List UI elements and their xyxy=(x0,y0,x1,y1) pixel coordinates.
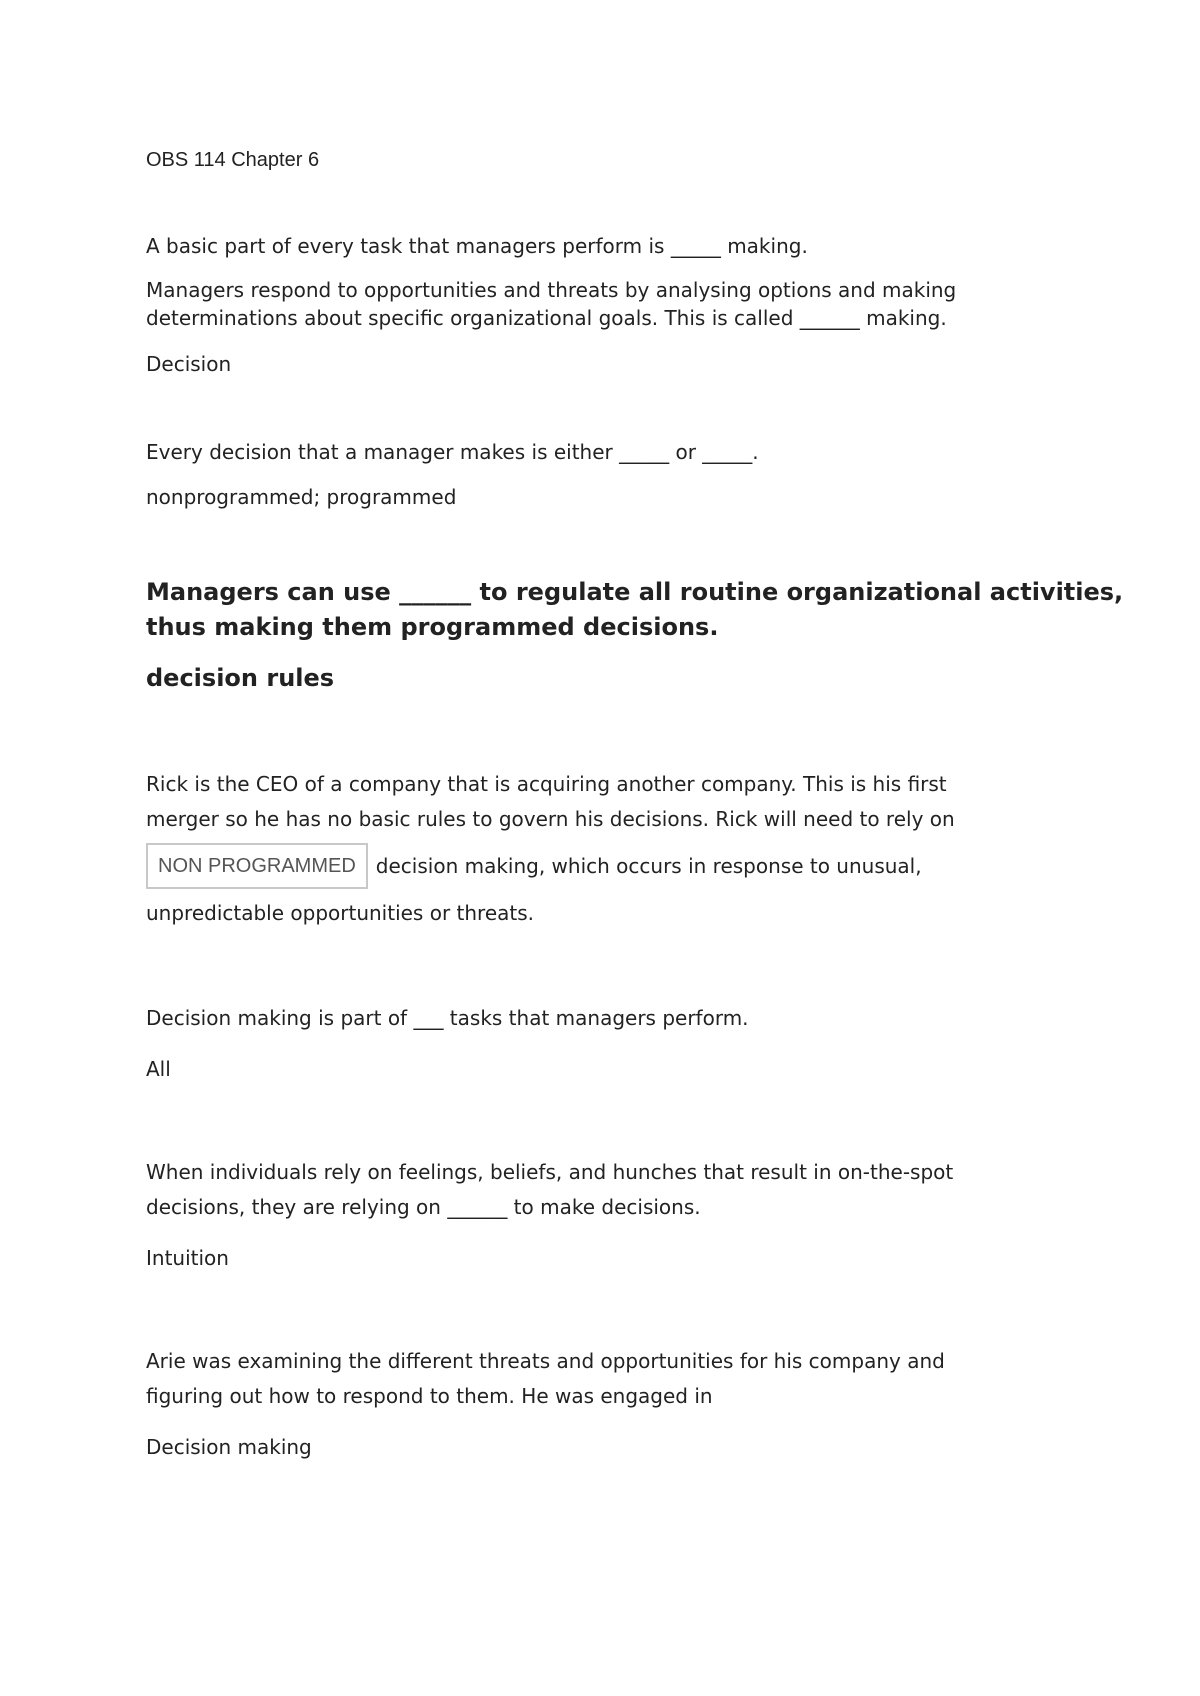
question-6: Decision making is part of ___ tasks that managers perform. xyxy=(146,1006,749,1030)
question-8-line-1: Arie was examining the different threats and opportunities for his company and xyxy=(146,1349,945,1373)
question-3: Every decision that a manager makes is either _____ or _____. xyxy=(146,440,759,464)
document-title: OBS 114 Chapter 6 xyxy=(146,149,320,171)
question-7-line-1: When individuals rely on feelings, beliefs, and hunches that result in on-the-spot xyxy=(146,1160,954,1184)
question-4-line-2: thus making them programmed decisions. xyxy=(146,613,719,641)
question-5-line-3-text: decision making, which occurs in response to unusual, xyxy=(375,854,922,878)
question-7-line-2: decisions, they are relying on ______ to make decisions. xyxy=(146,1195,701,1219)
answer-box: NON PROGRAMMED xyxy=(146,843,368,889)
answer-8: Decision making xyxy=(146,1435,312,1459)
answer-7: Intuition xyxy=(146,1246,229,1270)
question-4-line-1: Managers can use ______ to regulate all routine organizational activities, xyxy=(146,578,1124,606)
question-2-line-2: determinations about specific organizational goals. This is called ______ making. xyxy=(146,306,947,330)
answer-6: All xyxy=(146,1057,171,1081)
answer-2: Decision xyxy=(146,352,232,376)
question-1: A basic part of every task that managers perform is _____ making. xyxy=(146,234,808,258)
answer-4: decision rules xyxy=(146,664,335,692)
question-2-line-1: Managers respond to opportunities and threats by analysing options and making xyxy=(146,278,957,302)
question-5-line-2: merger so he has no basic rules to govern his decisions. Rick will need to rely on xyxy=(146,807,955,831)
question-8-line-2: figuring out how to respond to them. He was engaged in xyxy=(146,1384,713,1408)
answer-3: nonprogrammed; programmed xyxy=(146,485,457,509)
question-5-line-1: Rick is the CEO of a company that is acquiring another company. This is his first xyxy=(146,772,947,796)
question-5-line-3 xyxy=(146,843,922,889)
question-5-line-4: unpredictable opportunities or threats. xyxy=(146,901,535,925)
